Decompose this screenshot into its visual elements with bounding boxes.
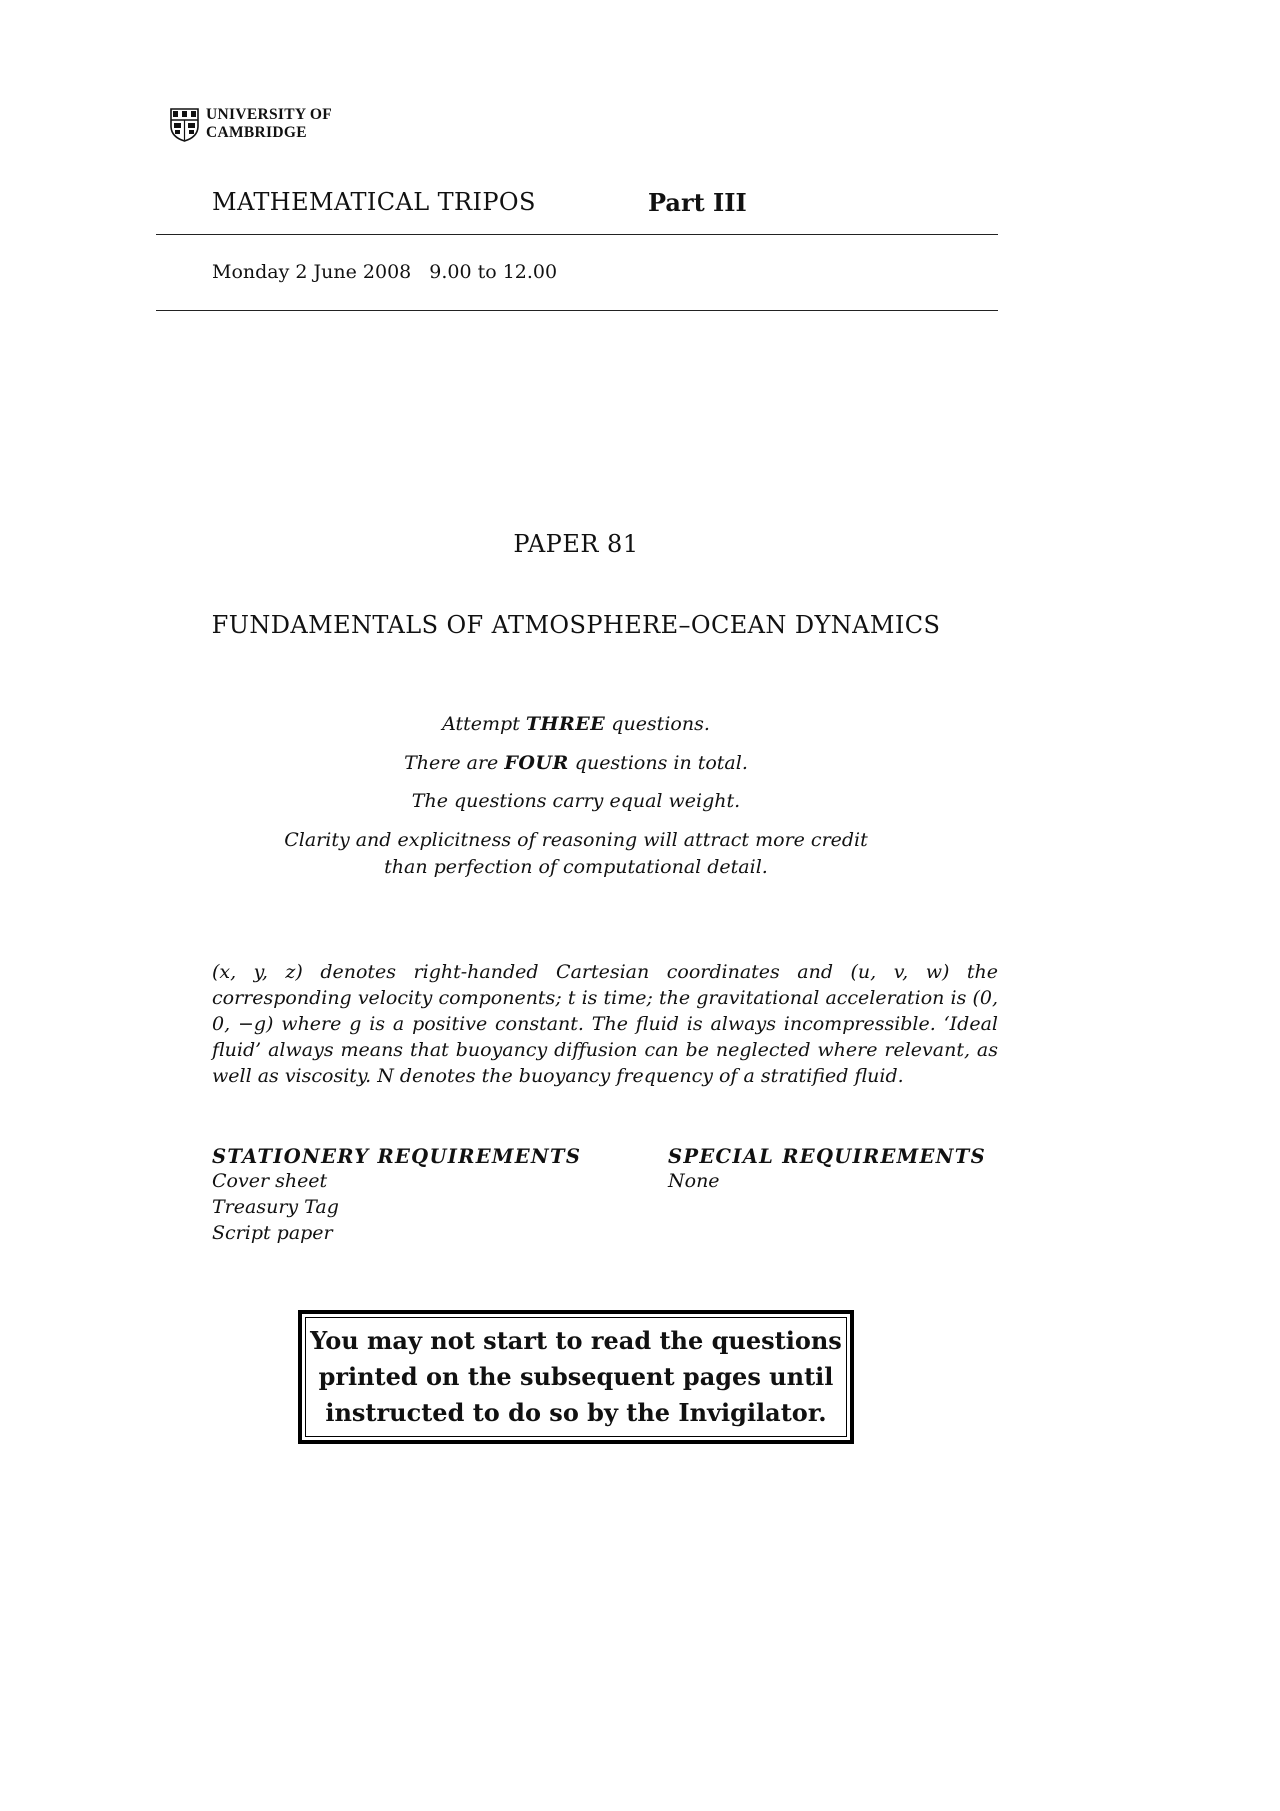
exam-time: 9.00 to 12.00 (429, 261, 558, 283)
bottom-rule (156, 310, 998, 311)
crest-icon (170, 108, 199, 142)
instruction-weight: The questions carry equal weight. (411, 790, 741, 812)
paper-title: FUNDAMENTALS OF ATMOSPHERE–OCEAN DYNAMICS (211, 611, 941, 639)
stationery-requirements (212, 1145, 581, 1246)
exam-datetime (212, 261, 557, 283)
list-item: Cover sheet (212, 1170, 328, 1192)
exam-name: MATHEMATICAL TRIPOS (212, 188, 536, 216)
list-item: Script paper (212, 1222, 333, 1244)
instruction-clarity-line1: Clarity and explicitness of reasoning will attract more credit (284, 829, 868, 851)
special-heading: SPECIAL REQUIREMENTS (668, 1145, 986, 1168)
instruction-clarity-line2: than perfection of computational detail. (384, 856, 768, 878)
exam-date: Monday 2 June 2008 (212, 261, 412, 283)
special-requirements (668, 1145, 986, 1194)
stationery-heading: STATIONERY REQUIREMENTS (212, 1145, 582, 1168)
list-item: Treasury Tag (212, 1196, 339, 1218)
university-logo (170, 106, 332, 142)
warning-line2: printed on the subsequent pages until (318, 1362, 834, 1391)
warning-line3: instructed to do so by the Invigilator. (325, 1398, 827, 1427)
list-item: None (668, 1170, 720, 1192)
exam-part: Part III (648, 188, 747, 217)
instruction-attempt: Attempt THREE questions. (442, 713, 710, 735)
special-list (668, 1168, 986, 1194)
warning-box (298, 1310, 854, 1444)
logo-line1: UNIVERSITY OF (206, 106, 333, 123)
warning-line1: You may not start to read the questions (310, 1326, 842, 1355)
notation-paragraph: (x, y, z) denotes right-handed Cartesian coordinates and (u, v, w) the corresponding velocity components; t is time; the gravitational acceleration is (0, 0, −g) where g is a positive constant. The fluid is always incompressible. ‘Ideal fluid’ always means that buoyancy diffusion can be neglected where relevant, as well as viscosity. N denotes the buoyancy frequency of a stratified fluid. (212, 961, 998, 1087)
paper-number: PAPER 81 (513, 530, 639, 558)
stationery-list (212, 1168, 581, 1246)
instruction-total: There are FOUR questions in total. (404, 752, 748, 774)
logo-line2: CAMBRIDGE (206, 124, 307, 141)
top-rule (156, 234, 998, 235)
